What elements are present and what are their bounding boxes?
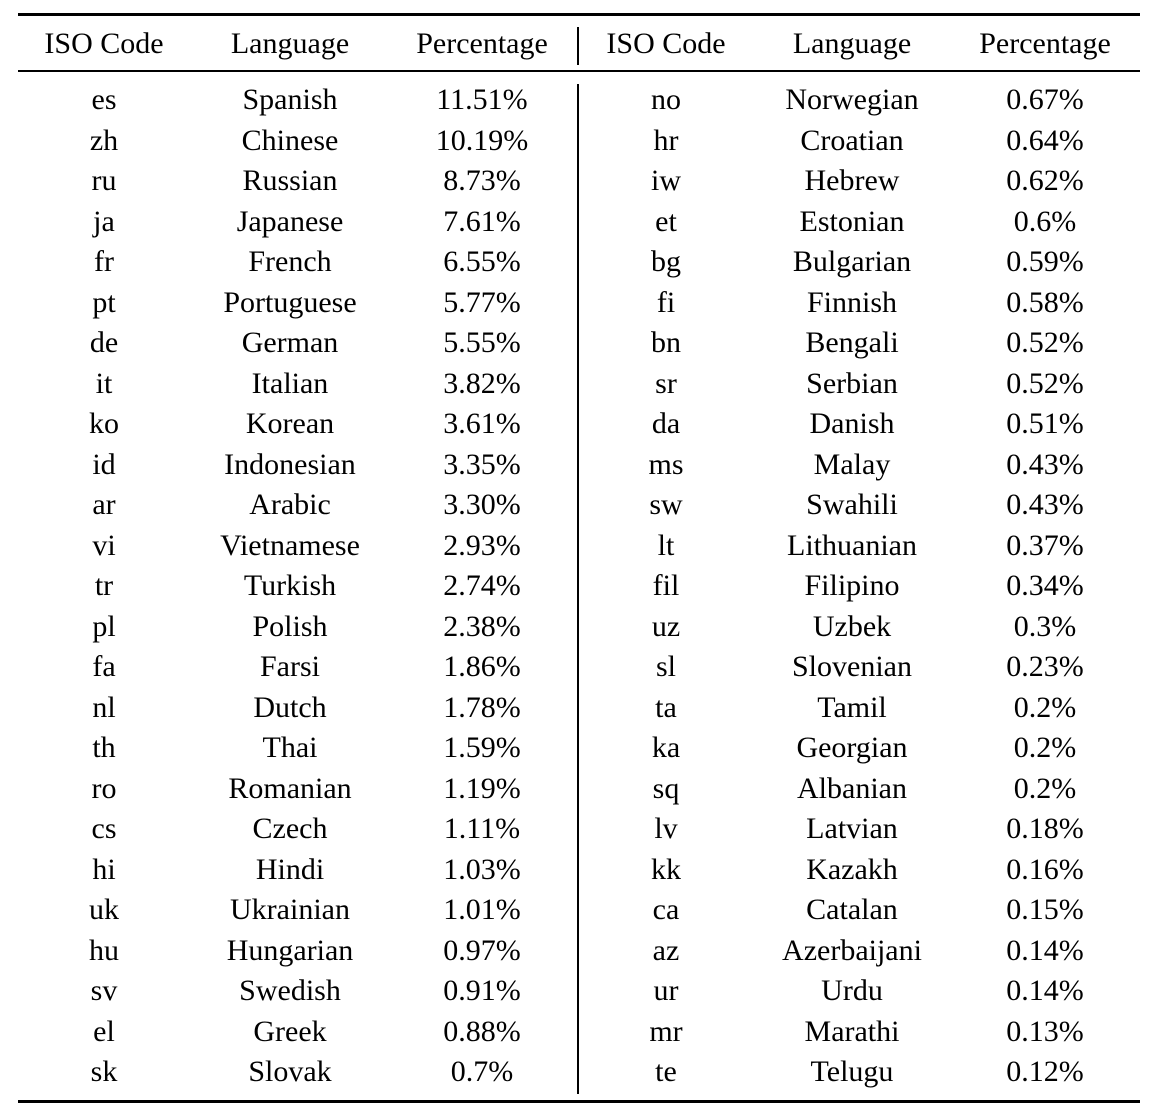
cell-iso-code-left: fa [92, 650, 116, 683]
cell-language-left: Thai [262, 731, 318, 764]
cell-iso-code-right: sl [655, 650, 676, 683]
cell-language-right: Malay [813, 447, 891, 481]
cell-language-right: Telugu [810, 1055, 894, 1088]
cell-percentage-right: 0.6% [1013, 204, 1077, 238]
cell-language-right: Catalan [806, 893, 898, 926]
table-row [0, 323, 1156, 364]
cell-percentage-right: 0.52% [1006, 326, 1084, 359]
cell-percentage-right: 0.14% [1006, 974, 1084, 1007]
cell-percentage-left: 0.7% [450, 1055, 514, 1088]
cell-language-right: Estonian [799, 204, 905, 238]
cell-language-left: Spanish [242, 83, 338, 116]
cell-iso-code-right: da [651, 407, 681, 440]
table-row [0, 1012, 1156, 1053]
table-row [0, 607, 1156, 648]
table-row [0, 566, 1156, 607]
cell-percentage-right: 0.14% [1006, 933, 1084, 967]
cell-iso-code-left: sk [90, 1055, 118, 1088]
cell-language-left: Dutch [253, 690, 327, 724]
cell-iso-code-right: uz [651, 609, 681, 643]
table-bottom-rule [18, 1100, 1140, 1103]
cell-language-left: Italian [251, 366, 329, 400]
cell-iso-code-left: pl [92, 609, 116, 643]
cell-percentage-right: 0.64% [1006, 123, 1084, 157]
cell-iso-code-left: nl [92, 690, 116, 724]
cell-iso-code-left: ja [93, 204, 115, 238]
cell-percentage-left: 0.97% [443, 933, 521, 967]
header-percentage-left: Percentage [416, 27, 548, 60]
table-row [0, 485, 1156, 526]
table-row [0, 688, 1156, 729]
cell-iso-code-right: bn [651, 326, 681, 359]
cell-percentage-left: 10.19% [435, 123, 529, 157]
cell-percentage-right: 0.18% [1006, 812, 1084, 845]
table-row [0, 971, 1156, 1012]
cell-iso-code-right: kk [651, 852, 681, 886]
cell-language-left: Korean [245, 407, 335, 440]
cell-iso-code-left: de [89, 326, 119, 359]
table-row [0, 445, 1156, 486]
cell-iso-code-left: hu [89, 933, 119, 967]
cell-language-right: Slovenian [792, 650, 912, 683]
cell-percentage-right: 0.13% [1006, 1014, 1084, 1048]
cell-percentage-left: 3.61% [443, 407, 521, 440]
cell-percentage-right: 0.3% [1013, 609, 1077, 643]
cell-language-right: Urdu [821, 974, 883, 1007]
cell-iso-code-right: lt [657, 528, 675, 562]
table-row [0, 1052, 1156, 1093]
cell-iso-code-right: mr [649, 1014, 683, 1048]
cell-language-left: Portuguese [223, 285, 357, 319]
cell-iso-code-right: sr [655, 366, 677, 400]
cell-language-right: Serbian [806, 366, 898, 400]
cell-language-left: Slovak [248, 1055, 332, 1088]
cell-language-right: Kazakh [806, 852, 898, 886]
cell-percentage-right: 0.52% [1006, 366, 1084, 400]
table-top-rule [18, 13, 1140, 16]
table-row [0, 404, 1156, 445]
cell-percentage-right: 0.2% [1013, 690, 1077, 724]
cell-percentage-left: 2.38% [443, 609, 521, 643]
table-row [0, 728, 1156, 769]
cell-language-right: Azerbaijani [782, 933, 922, 967]
table-row [0, 809, 1156, 850]
cell-iso-code-left: it [95, 366, 113, 400]
table-row [0, 890, 1156, 931]
cell-language-right: Uzbek [812, 609, 892, 643]
cell-iso-code-right: no [651, 83, 681, 116]
cell-language-right: Lithuanian [787, 528, 917, 562]
cell-iso-code-left: sv [90, 974, 118, 1007]
cell-language-right: Marathi [804, 1014, 900, 1048]
cell-language-left: Russian [242, 164, 338, 197]
cell-language-right: Filipino [804, 569, 900, 602]
cell-iso-code-left: vi [92, 528, 116, 562]
cell-language-left: French [248, 245, 332, 278]
cell-percentage-left: 5.55% [443, 326, 521, 359]
cell-language-left: Polish [252, 609, 328, 643]
cell-language-left: Japanese [236, 204, 344, 238]
cell-percentage-left: 6.55% [443, 245, 521, 278]
cell-iso-code-left: uk [89, 893, 119, 926]
cell-language-right: Norwegian [785, 83, 919, 116]
cell-iso-code-right: az [652, 933, 680, 967]
cell-language-right: Bulgarian [792, 245, 912, 278]
cell-language-left: Indonesian [224, 447, 356, 481]
cell-language-left: Farsi [260, 650, 320, 683]
cell-language-left: Greek [253, 1014, 327, 1048]
cell-percentage-right: 0.43% [1006, 488, 1084, 521]
table-row [0, 161, 1156, 202]
cell-percentage-left: 1.78% [443, 690, 521, 724]
cell-percentage-left: 2.93% [443, 528, 521, 562]
cell-percentage-left: 1.01% [443, 893, 521, 926]
cell-percentage-left: 1.19% [443, 771, 521, 805]
cell-language-left: Hungarian [226, 933, 354, 967]
cell-language-right: Bengali [805, 326, 899, 359]
cell-iso-code-right: lv [654, 812, 678, 845]
cell-percentage-left: 0.91% [443, 974, 521, 1007]
cell-percentage-right: 0.67% [1006, 83, 1084, 116]
header-language-right: Language [792, 27, 912, 60]
cell-percentage-right: 0.34% [1006, 569, 1084, 602]
cell-percentage-right: 0.12% [1006, 1055, 1084, 1088]
cell-iso-code-right: et [655, 204, 677, 238]
cell-percentage-right: 0.37% [1006, 528, 1084, 562]
table-row [0, 364, 1156, 405]
cell-percentage-right: 0.62% [1006, 164, 1084, 197]
cell-percentage-left: 1.11% [443, 812, 521, 845]
cell-language-right: Hebrew [804, 164, 900, 197]
cell-percentage-left: 5.77% [443, 285, 521, 319]
cell-iso-code-left: cs [91, 812, 117, 845]
cell-percentage-right: 0.58% [1006, 285, 1084, 319]
header-column-divider [577, 27, 579, 65]
cell-iso-code-right: ms [648, 447, 684, 481]
cell-percentage-right: 0.43% [1006, 447, 1084, 481]
cell-iso-code-right: ta [655, 690, 677, 724]
table-row [0, 769, 1156, 810]
cell-language-right: Finnish [806, 285, 898, 319]
cell-iso-code-left: fr [94, 245, 114, 278]
header-language-left: Language [230, 27, 350, 60]
cell-iso-code-right: ca [652, 893, 680, 926]
cell-iso-code-left: hi [92, 852, 116, 886]
cell-language-left: Swedish [239, 974, 341, 1007]
cell-language-left: Ukrainian [230, 893, 350, 926]
cell-iso-code-left: es [91, 83, 117, 116]
table-row [0, 526, 1156, 567]
cell-percentage-left: 3.82% [443, 366, 521, 400]
cell-iso-code-left: ko [89, 407, 119, 440]
table-row [0, 242, 1156, 283]
cell-percentage-left: 7.61% [443, 204, 521, 238]
cell-iso-code-right: fi [656, 285, 676, 319]
cell-language-right: Georgian [796, 731, 908, 764]
cell-iso-code-right: iw [651, 164, 681, 197]
cell-iso-code-right: ka [651, 731, 681, 764]
cell-iso-code-right: sw [649, 488, 683, 521]
cell-iso-code-right: te [655, 1055, 677, 1088]
cell-percentage-left: 1.03% [443, 852, 521, 886]
cell-language-left: Romanian [228, 771, 352, 805]
cell-language-right: Latvian [806, 812, 898, 845]
cell-iso-code-left: id [92, 447, 116, 481]
cell-percentage-right: 0.15% [1006, 893, 1084, 926]
table-row [0, 121, 1156, 162]
cell-percentage-left: 3.30% [443, 488, 521, 521]
table-row [0, 80, 1156, 121]
cell-percentage-left: 1.59% [443, 731, 521, 764]
cell-iso-code-left: ro [91, 771, 117, 805]
cell-iso-code-right: fil [652, 569, 680, 602]
cell-iso-code-right: ur [653, 974, 679, 1007]
cell-percentage-left: 11.51% [436, 83, 528, 116]
cell-language-left: Chinese [241, 123, 339, 157]
cell-percentage-left: 2.74% [443, 569, 521, 602]
cell-iso-code-left: ar [92, 488, 116, 521]
table-row [0, 931, 1156, 972]
cell-language-right: Croatian [800, 123, 904, 157]
table-row [0, 647, 1156, 688]
cell-language-left: Czech [252, 812, 328, 845]
cell-percentage-right: 0.2% [1013, 731, 1077, 764]
table-row [0, 850, 1156, 891]
cell-iso-code-right: sq [652, 771, 680, 805]
cell-percentage-left: 3.35% [443, 447, 521, 481]
cell-percentage-right: 0.16% [1006, 852, 1084, 886]
cell-percentage-left: 0.88% [443, 1014, 521, 1048]
cell-iso-code-left: pt [92, 285, 116, 319]
cell-language-right: Tamil [817, 690, 887, 724]
header-percentage-right: Percentage [979, 27, 1111, 60]
cell-percentage-right: 0.2% [1013, 771, 1077, 805]
cell-language-right: Danish [809, 407, 895, 440]
header-iso-code-right: ISO Code [606, 27, 726, 60]
cell-language-right: Albanian [797, 771, 907, 805]
cell-language-left: Hindi [255, 852, 325, 886]
cell-percentage-right: 0.23% [1006, 650, 1084, 683]
cell-iso-code-right: bg [651, 245, 681, 278]
cell-iso-code-left: th [92, 731, 116, 764]
cell-language-left: German [241, 326, 339, 359]
header-rule [18, 70, 1140, 72]
cell-iso-code-left: ru [91, 164, 117, 197]
cell-iso-code-left: zh [89, 123, 119, 157]
cell-language-left: Vietnamese [220, 528, 360, 562]
cell-percentage-left: 1.86% [443, 650, 521, 683]
cell-percentage-right: 0.51% [1006, 407, 1084, 440]
table-body [0, 80, 1156, 1093]
cell-percentage-right: 0.59% [1006, 245, 1084, 278]
cell-iso-code-left: tr [94, 569, 114, 602]
header-iso-code-left: ISO Code [44, 27, 164, 60]
table-row [0, 202, 1156, 243]
cell-iso-code-right: hr [653, 123, 679, 157]
cell-language-left: Turkish [243, 569, 337, 602]
cell-language-left: Arabic [249, 488, 331, 521]
cell-percentage-left: 8.73% [443, 164, 521, 197]
table-row [0, 283, 1156, 324]
cell-language-right: Swahili [806, 488, 898, 521]
cell-iso-code-left: el [93, 1014, 115, 1048]
